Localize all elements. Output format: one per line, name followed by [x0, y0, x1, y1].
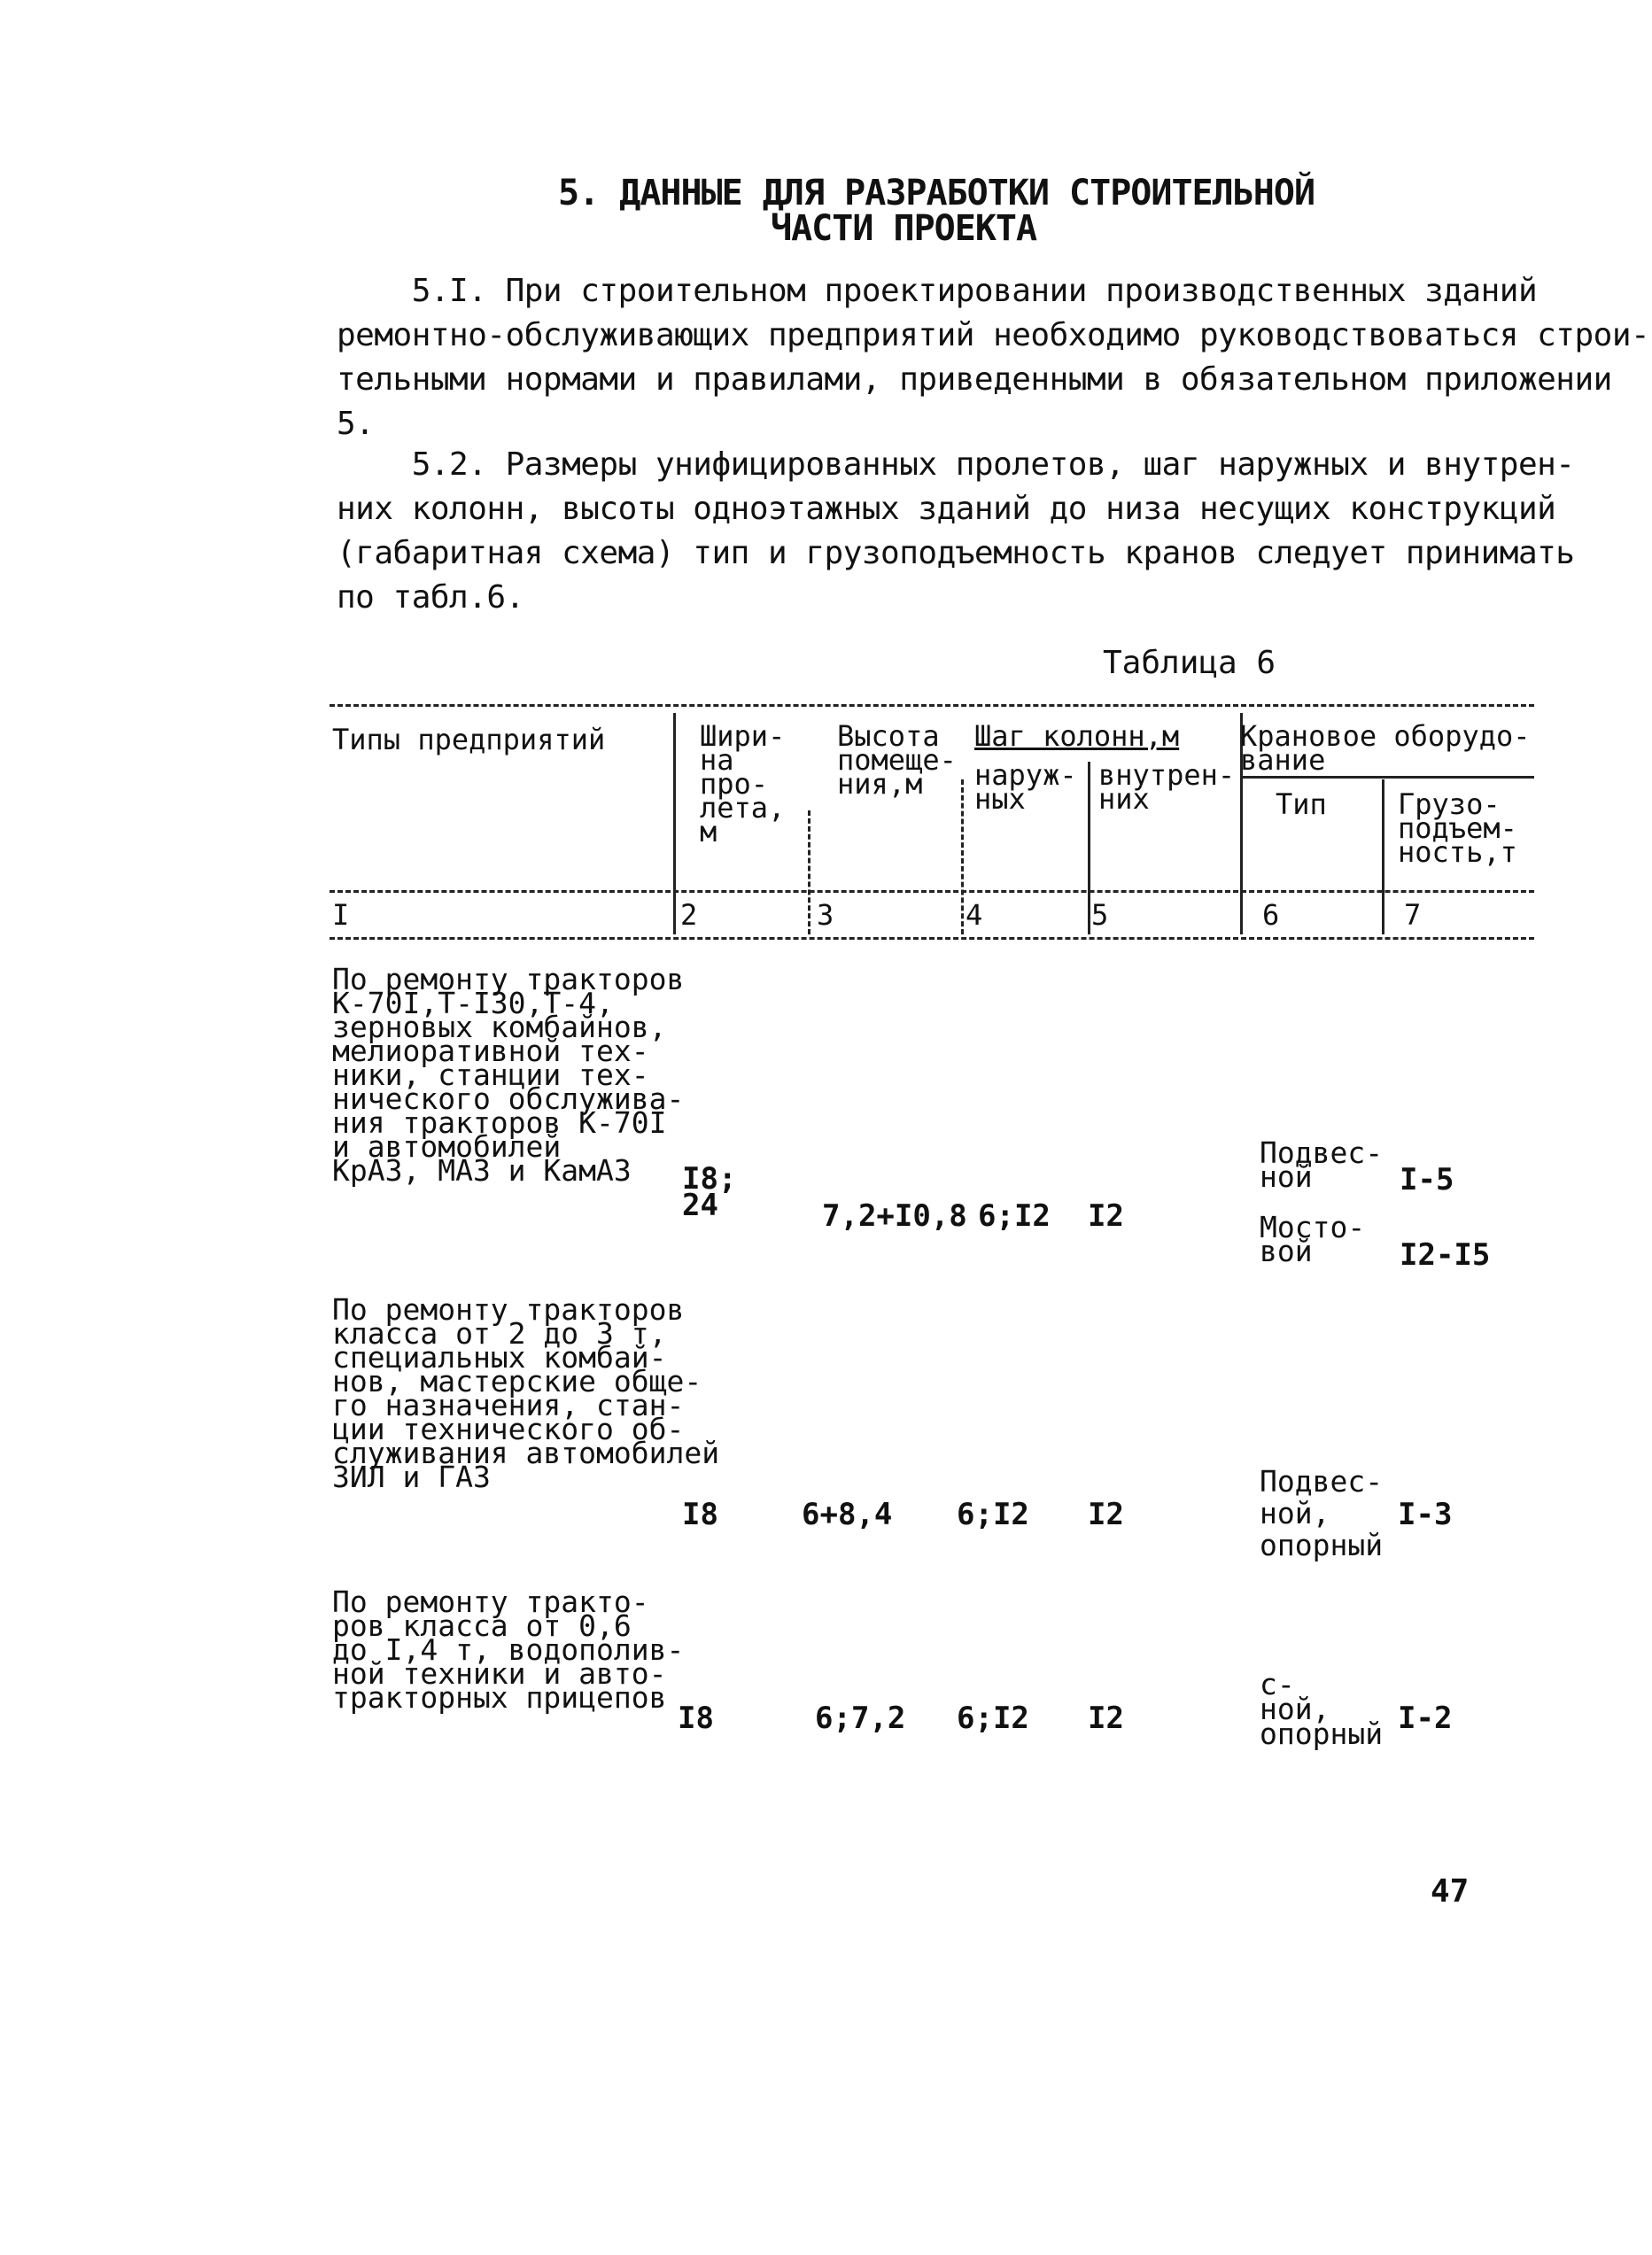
header-inner: внутрен- них — [1098, 758, 1236, 816]
section-title-line2: ЧАСТИ ПРОЕКТА — [771, 208, 1037, 249]
row-capacity: I-2 — [1398, 1701, 1453, 1736]
header-bottom-rule — [330, 890, 1534, 893]
row-inner: I2 — [1088, 1497, 1124, 1532]
section-title-line1: 5. ДАННЫЕ ДЛЯ РАЗРАБОТКИ СТРОИТЕЛЬНОЙ — [558, 173, 1315, 213]
column-number: 5 — [1091, 898, 1109, 932]
row-inner: I2 — [1088, 1198, 1124, 1234]
column-number: 6 — [1262, 898, 1280, 932]
header-capacity: Грузо- подъем- ность,т — [1398, 787, 1517, 869]
table-top-rule — [330, 704, 1534, 707]
col-divider-4 — [1088, 762, 1090, 934]
col-divider-6 — [1382, 779, 1384, 934]
row-crane-type: Подвес- ной — [1260, 1135, 1384, 1194]
col-divider-1 — [673, 713, 676, 934]
numbers-bottom-rule — [330, 937, 1534, 940]
paragraph-line: (габаритная схема) тип и грузоподъемность кранов следует принимать — [337, 535, 1575, 571]
col-divider-3 — [961, 779, 964, 934]
table-caption: Таблица 6 — [1103, 645, 1276, 681]
row-outer: 6;I2 — [978, 1198, 1051, 1234]
row-width: I8 — [678, 1701, 714, 1736]
row-width: I8; 24 — [682, 1161, 737, 1223]
paragraph-line: ремонтно-обслуживающих предприятий необходимо руководствоваться строи- — [337, 317, 1650, 353]
row-inner: I2 — [1088, 1701, 1124, 1736]
row-height: 7,2+I0,8 — [822, 1198, 967, 1234]
row-crane-type: Подвес- ной, опорный — [1260, 1464, 1384, 1562]
column-number: 3 — [817, 898, 834, 932]
row-crane-type: с- ной, опорный — [1260, 1667, 1384, 1751]
row-height: 6+8,4 — [802, 1497, 893, 1532]
paragraph-line: тельными нормами и правилами, приведенными в обязательном приложении — [337, 361, 1612, 398]
paragraph-line: 5.2. Размеры унифицированных пролетов, шаг наружных и внутрен- — [337, 446, 1575, 483]
page-number: 47 — [1431, 1873, 1470, 1910]
row-crane-type: Мосто- вой — [1260, 1210, 1366, 1268]
row-outer: 6;I2 — [957, 1497, 1029, 1532]
paragraph-line: по табл.6. — [337, 579, 524, 616]
row-width: I8 — [682, 1497, 718, 1532]
row-height: 6;7,2 — [815, 1701, 906, 1736]
column-number: 7 — [1404, 898, 1422, 932]
col-divider-2 — [808, 810, 810, 934]
row-type: По ремонту тракторов К-70I,Т-I30,Т-4, зерновых комбайнов, мелиоративной тех- ники, станции тех- нического обслужива- ния тракторов К-70I и автомобилей КрАЗ, МАЗ и КамАЗ — [332, 962, 685, 1188]
row-type: По ремонту тракторов класса от 2 до 3 т, специальных комбай- нов, мастерские обще- го назначения, стан- ции технического об- служивания автомобилей ЗИЛ и ГАЗ — [332, 1292, 720, 1494]
header-outer: наруж- ных — [974, 758, 1077, 816]
header-crane: Крановое оборудо- вание — [1240, 719, 1531, 777]
column-number: 2 — [680, 898, 698, 932]
paragraph-line: 5. — [337, 406, 375, 442]
header-crane-type: Тип — [1276, 787, 1327, 821]
header-types: Типы предприятий — [332, 723, 606, 756]
header-width: Шири- на про- лета, м — [700, 719, 786, 849]
header-height: Высота помеще- ния,м — [837, 719, 957, 801]
column-number: I — [332, 898, 350, 932]
row-type: По ремонту тракто- ров класса от 0,6 до I,4 т, водополив- ной техники и авто- тракторных прицепов — [332, 1585, 685, 1715]
row-capacity: I-3 — [1398, 1497, 1453, 1532]
header-column-step: Шаг колонн,м — [974, 719, 1180, 753]
row-outer: 6;I2 — [957, 1701, 1029, 1736]
column-number: 4 — [966, 898, 983, 932]
row-capacity: I2-I5 — [1400, 1237, 1491, 1273]
paragraph-line: них колонн, высоты одноэтажных зданий до низа несущих конструкций — [337, 491, 1556, 527]
paragraph-line: 5.I. При строительном проектировании производственных зданий — [337, 273, 1538, 309]
row-capacity: I-5 — [1400, 1162, 1454, 1197]
